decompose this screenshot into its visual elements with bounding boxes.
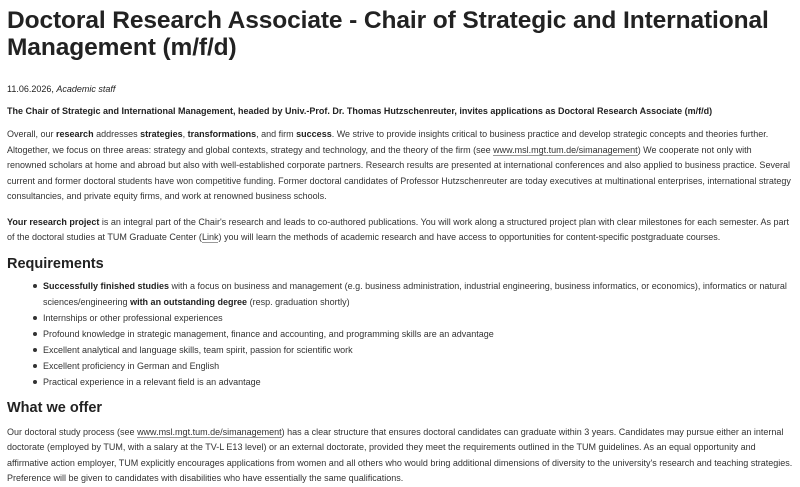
list-item: Practical experience in a relevant field is an advantage: [43, 374, 793, 390]
overview-bold-research: research: [56, 129, 94, 139]
list-item: [43, 278, 793, 310]
requirements-heading: Requirements: [7, 255, 104, 272]
overview-bold-success: success: [296, 129, 332, 139]
req-bold-degree: with an outstanding degree: [130, 296, 248, 307]
list-item: Internships or other professional experiences: [43, 310, 793, 326]
list-item: Profound knowledge in strategic management, finance and accounting, and programming skills are an advantage: [43, 326, 793, 342]
requirements-list: [7, 278, 793, 390]
overview-bold-transformations: transformations: [187, 129, 257, 139]
overview-text-4: , and firm: [256, 129, 297, 139]
project-text-2: ) you will learn the methods of academic research and have access to opportunities for content-specific postgraduate courses.: [218, 232, 721, 242]
graduate-center-link[interactable]: Link: [201, 232, 219, 242]
req-text-2: (resp. graduation shortly): [247, 296, 350, 307]
overview-text-3: ,: [182, 129, 188, 139]
list-item: Excellent analytical and language skills, team spirit, passion for scientific work: [43, 342, 793, 358]
posting-date: 11.06.2026,: [7, 84, 54, 94]
list-item: Excellent proficiency in German and English: [43, 358, 793, 374]
offer-text-2: ) has a clear structure that ensures doctoral candidates can graduate within 3 years. Candidates may pursue either an internal doctorate (employed by TUM, with a salary at the TV-L E13 level) or an external doctorate, provided they meet the requirements outlined in the TUM guidelines. As an equal opportunity and affirmative action employer, TUM explicitly encourages applications from women and all others who would bring additional dimensions of diversity to the university's research and teaching strategies. Preference will be given to candidates with disabilities who have essentially the same qualifications.: [7, 426, 793, 483]
offer-heading: What we offer: [7, 399, 103, 416]
offer-simanagement-link[interactable]: www.msl.mgt.tum.de/simanagement: [137, 426, 282, 437]
overview-text-6: ) We cooperate not only with renowned scholars at home and abroad but also with well-established corporate partners. Research results are presented at international conferences and also applied to business practice. Several current and former doctoral students have won competitive funding. Former doctoral candidates of Professor Hutzschenreuter are today executives at multinational enterprises, international strategy consultancies, and private equity firms, and work at renowned business schools.: [7, 144, 791, 201]
req-text-1: with a focus on business and management (e.g. business administration, industrial engineering, business informatics, or economics), informatics or natural sciences/engineering: [43, 280, 787, 307]
project-text-1: is an integral part of the Chair's research and leads to co-authored publications. You will work along a structured project plan with clear milestones for each semester. As part of the doctoral studies at TUM Graduate Center (: [7, 216, 789, 242]
overview-paragraph: [7, 127, 793, 205]
overview-bold-strategies: strategies: [140, 129, 183, 139]
simanagement-link[interactable]: www.msl.mgt.tum.de/simanagement: [493, 144, 638, 155]
lead-paragraph: The Chair of Strategic and International Management, headed by Univ.-Prof. Dr. Thomas Hutzschenreuter, invites applications as Doctoral Research Associate (m/f/d): [7, 106, 713, 116]
req-bold-studies: Successfully finished studies: [43, 280, 170, 291]
posting-meta: [7, 83, 793, 95]
page-title: Doctoral Research Associate - Chair of Strategic and International Management (m/f/d): [7, 7, 769, 61]
offer-text-1: Our doctoral study process (see: [7, 426, 138, 437]
overview-text-1: Overall, our: [7, 129, 57, 139]
project-bold: Your research project: [7, 216, 100, 227]
project-paragraph: [7, 215, 793, 246]
posting-category: Academic staff: [56, 84, 116, 94]
overview-text-2: addresses: [93, 129, 141, 139]
overview-text-5: . We strive to provide insights critical to business practice and develop strategic concepts and theories further. Altogether, we focus on three areas: strategy and global contexts, strategy and technology, and the theory of the firm (see: [7, 129, 769, 155]
offer-paragraph: [7, 425, 793, 487]
